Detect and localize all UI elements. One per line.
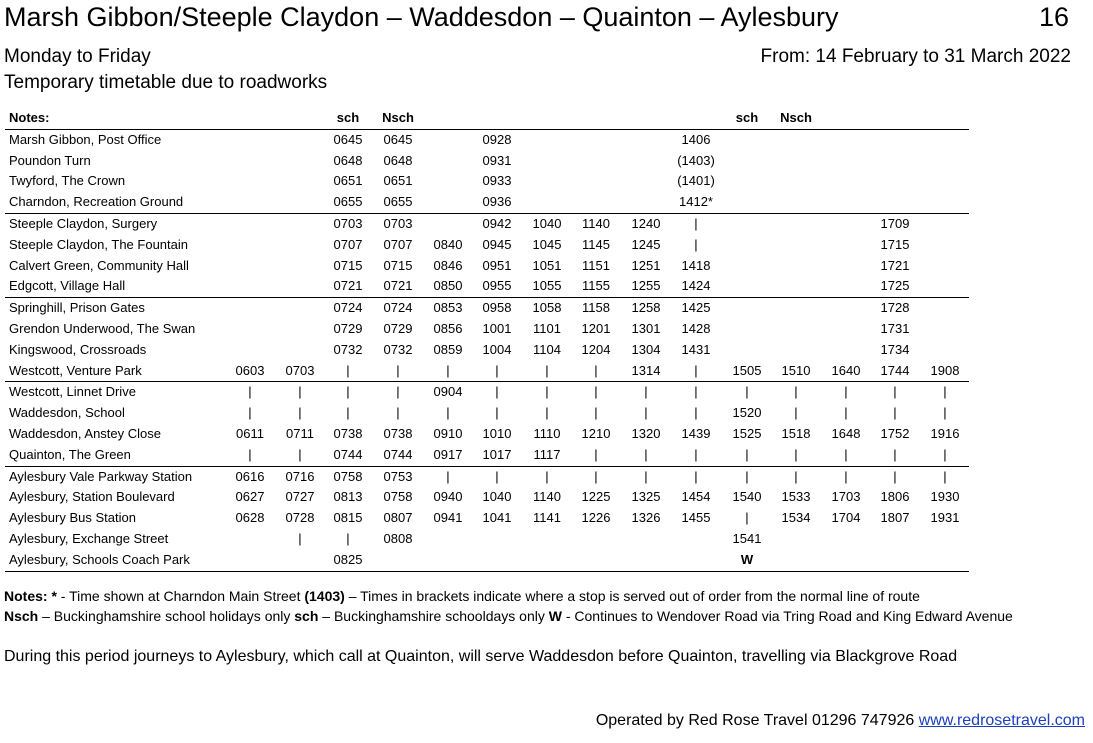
departure-time: | xyxy=(396,384,400,400)
departure-time: 1418 xyxy=(681,257,711,273)
column-note: Nsch xyxy=(382,110,414,125)
departure-time: | xyxy=(694,384,698,400)
stop-name: Aylesbury, Exchange Street xyxy=(9,530,169,546)
departure-time: 1916 xyxy=(930,425,960,441)
departure-time: 0931 xyxy=(482,152,512,168)
departure-time: 1240 xyxy=(631,215,661,231)
departure-time: | xyxy=(545,362,549,378)
departure-time: | xyxy=(594,384,598,400)
departure-time: 0707 xyxy=(333,236,363,252)
departure-time: 0738 xyxy=(383,425,413,441)
column-note: Nsch xyxy=(780,110,812,125)
departure-time: 0904 xyxy=(433,384,463,400)
departure-time: 0727 xyxy=(285,489,315,505)
departure-time: 1534 xyxy=(781,510,811,526)
departure-time: 0738 xyxy=(333,425,363,441)
stop-name: Aylesbury Vale Parkway Station xyxy=(9,468,193,484)
route-number: 16 xyxy=(1038,2,1069,32)
star-symbol: * xyxy=(51,588,57,604)
departure-time: 0951 xyxy=(482,257,512,273)
departure-time: | xyxy=(844,468,848,484)
departure-time: | xyxy=(594,362,598,378)
departure-time: | xyxy=(594,468,598,484)
departure-time: 1101 xyxy=(533,320,561,336)
departure-time: 1141 xyxy=(533,510,561,526)
departure-time: 0655 xyxy=(383,194,413,210)
stop-name: Charndon, Recreation Ground xyxy=(9,194,184,210)
departure-time: 1225 xyxy=(581,489,611,505)
departure-time: 1140 xyxy=(533,489,561,505)
stop-name: Aylesbury Bus Station xyxy=(9,510,136,526)
departure-time: | xyxy=(844,405,848,421)
departure-time: 1715 xyxy=(880,236,910,252)
stop-name: Springhill, Prison Gates xyxy=(9,300,145,316)
departure-time: 1424 xyxy=(681,278,711,294)
timetable-row xyxy=(5,361,969,382)
departure-time: 1731 xyxy=(880,320,910,336)
departure-time: 1010 xyxy=(482,425,512,441)
departure-time: 1752 xyxy=(880,425,910,441)
departure-time: 1255 xyxy=(631,278,661,294)
timetable-row xyxy=(5,130,969,151)
departure-time: 0807 xyxy=(383,510,413,526)
departure-time: 0611 xyxy=(236,425,264,441)
timetable xyxy=(5,108,969,572)
departure-time: 1406 xyxy=(681,131,711,147)
departure-time: 0721 xyxy=(333,278,363,294)
departure-time: 1251 xyxy=(631,257,661,273)
departure-time: | xyxy=(794,405,798,421)
departure-time: 1151 xyxy=(582,257,610,273)
w-symbol: W xyxy=(548,608,562,624)
departure-time: 1245 xyxy=(631,236,661,252)
stop-name: Westcott, Linnet Drive xyxy=(9,384,136,400)
departure-time: | xyxy=(248,446,252,462)
departure-time: | xyxy=(644,468,648,484)
stop-name: Grendon Underwood, The Swan xyxy=(9,320,196,336)
departure-time: 1431 xyxy=(681,341,711,357)
timetable-row xyxy=(5,508,969,529)
period-note: During this period journeys to Aylesbury, which call at Quainton, will serve Waddesdon before Quainton, travelling via Blackgrove Road xyxy=(4,648,958,665)
departure-time: | xyxy=(545,405,549,421)
sch-symbol: sch xyxy=(294,608,319,624)
departure-time: 0729 xyxy=(333,320,363,336)
departure-time: | xyxy=(943,446,947,462)
stop-name: Quainton, The Green xyxy=(9,446,131,462)
departure-time: | xyxy=(694,236,698,252)
departure-time: 0958 xyxy=(482,300,512,316)
stop-name: Waddesdon, Anstey Close xyxy=(9,425,161,441)
website-link[interactable]: www.redrosetravel.com xyxy=(918,712,1085,729)
departure-time: 1525 xyxy=(732,425,762,441)
stop-name: Steeple Claydon, The Fountain xyxy=(9,236,188,252)
departure-time: | xyxy=(794,446,798,462)
stop-name: Steeple Claydon, Surgery xyxy=(9,215,158,231)
departure-time: W xyxy=(740,551,754,567)
departure-time: | xyxy=(495,384,499,400)
departure-time: 1425 xyxy=(681,300,711,316)
operator-footer xyxy=(596,712,1085,730)
departure-time: 0808 xyxy=(383,530,413,546)
departure-time: | xyxy=(346,530,350,546)
departure-time: 1058 xyxy=(532,300,562,316)
timetable-row xyxy=(5,151,969,172)
departure-time: 1301 xyxy=(631,320,661,336)
departure-time: | xyxy=(844,446,848,462)
departure-time: 0716 xyxy=(285,468,315,484)
operator-text: Operated by Red Rose Travel 01296 747926 xyxy=(595,712,919,729)
departure-time: | xyxy=(446,468,450,484)
notes-line-2 xyxy=(4,608,1013,624)
departure-time: 1110 xyxy=(533,425,561,441)
departure-time: 1505 xyxy=(732,362,762,378)
departure-time: | xyxy=(298,405,302,421)
departure-time: 0627 xyxy=(235,489,265,505)
departure-time: 0942 xyxy=(482,215,512,231)
departure-time: 0703 xyxy=(333,215,363,231)
departure-time: 1704 xyxy=(831,510,861,526)
departure-time: | xyxy=(694,468,698,484)
stop-name: Marsh Gibbon, Post Office xyxy=(9,131,162,147)
departure-time: 1117 xyxy=(533,446,561,462)
departure-time: | xyxy=(893,384,897,400)
departure-time: 0703 xyxy=(285,362,315,378)
departure-time: 0753 xyxy=(383,468,413,484)
departure-time: 0707 xyxy=(383,236,413,252)
departure-time: 0655 xyxy=(333,194,363,210)
departure-time: | xyxy=(745,446,749,462)
departure-time: | xyxy=(545,468,549,484)
departure-time: | xyxy=(298,530,302,546)
departure-time: 1725 xyxy=(880,278,910,294)
departure-time: 0728 xyxy=(285,510,315,526)
departure-time: 1428 xyxy=(681,320,711,336)
departure-time: 1454 xyxy=(681,489,711,505)
departure-time: | xyxy=(396,405,400,421)
stop-name: Waddesdon, School xyxy=(9,405,125,421)
timetable-row xyxy=(5,466,969,488)
departure-time: 0825 xyxy=(333,551,363,567)
departure-time: | xyxy=(644,405,648,421)
departure-time: | xyxy=(745,384,749,400)
departure-time: (1401) xyxy=(677,173,715,189)
departure-time: 1412* xyxy=(679,194,713,210)
departure-time: 0955 xyxy=(482,278,512,294)
departure-time: 0715 xyxy=(333,257,363,273)
bracket-example: (1403) xyxy=(304,588,345,604)
departure-time: 1648 xyxy=(831,425,861,441)
departure-time: 0651 xyxy=(333,173,363,189)
timetable-row xyxy=(5,487,969,508)
notes-line-1 xyxy=(4,588,920,604)
departure-time: 1806 xyxy=(880,489,910,505)
departure-time: 0721 xyxy=(383,278,413,294)
departure-time: (1403) xyxy=(677,152,715,168)
departure-time: | xyxy=(893,446,897,462)
departure-time: | xyxy=(248,384,252,400)
timetable-row xyxy=(5,381,969,403)
departure-time: | xyxy=(396,362,400,378)
departure-time: | xyxy=(644,446,648,462)
route-title: Marsh Gibbon/Steeple Claydon – Waddesdon – Quainton – Aylesbury xyxy=(4,2,839,32)
timetable-row xyxy=(5,235,969,256)
departure-time: 1908 xyxy=(930,362,960,378)
departure-time: 1320 xyxy=(631,425,661,441)
departure-time: | xyxy=(248,405,252,421)
departure-time: | xyxy=(694,362,698,378)
departure-time: 0715 xyxy=(383,257,413,273)
departure-time: 1721 xyxy=(880,257,910,273)
departure-time: | xyxy=(844,384,848,400)
departure-time: 1210 xyxy=(581,425,611,441)
sch-note-text: – Buckinghamshire schooldays only xyxy=(318,608,549,624)
departure-time: | xyxy=(594,405,598,421)
departure-time: 1510 xyxy=(781,362,811,378)
departure-time: 0758 xyxy=(333,468,363,484)
departure-time: | xyxy=(298,384,302,400)
departure-time: 1258 xyxy=(631,300,661,316)
stop-name: Poundon Turn xyxy=(9,152,91,168)
bracket-note-text: – Times in brackets indicate where a stop is served out of order from the normal line of route xyxy=(344,588,920,604)
stop-name: Aylesbury, Schools Coach Park xyxy=(9,551,190,567)
departure-time: 1520 xyxy=(732,405,762,421)
departure-time: 1540 xyxy=(732,489,762,505)
departure-time: 1734 xyxy=(880,341,910,357)
date-range: From: 14 February to 31 March 2022 xyxy=(760,46,1071,67)
departure-time: 0840 xyxy=(433,236,463,252)
departure-time: | xyxy=(943,468,947,484)
departure-time: | xyxy=(694,405,698,421)
departure-time: 1533 xyxy=(781,489,811,505)
departure-time: | xyxy=(893,405,897,421)
departure-time: 1040 xyxy=(482,489,512,505)
w-note-text: - Continues to Wendover Road via Tring Road and King Edward Avenue xyxy=(561,608,1013,624)
departure-time: 1703 xyxy=(831,489,861,505)
departure-time: 0758 xyxy=(383,489,413,505)
notes-label: Notes: xyxy=(9,110,50,125)
departure-time: 1041 xyxy=(482,510,512,526)
departure-time: | xyxy=(943,384,947,400)
departure-time: 1709 xyxy=(880,215,910,231)
nsch-symbol: Nsch xyxy=(4,608,39,624)
departure-time: 0941 xyxy=(433,510,463,526)
star-note-text: - Time shown at Charndon Main Street xyxy=(56,588,305,604)
departure-time: 1055 xyxy=(532,278,562,294)
timetable-row xyxy=(5,213,969,235)
timetable-row xyxy=(5,340,969,361)
departure-time: 1326 xyxy=(631,510,661,526)
departure-time: | xyxy=(545,384,549,400)
timetable-row xyxy=(5,256,969,277)
column-note: sch xyxy=(336,110,360,125)
departure-time: 0724 xyxy=(383,300,413,316)
departure-time: 1204 xyxy=(581,341,611,357)
departure-time: | xyxy=(346,405,350,421)
departure-time: 1051 xyxy=(532,257,562,273)
departure-time: 1541 xyxy=(732,530,762,546)
days-of-operation: Monday to Friday xyxy=(4,46,151,67)
stop-name: Calvert Green, Community Hall xyxy=(9,257,189,273)
departure-time: | xyxy=(745,510,749,526)
departure-time: 0648 xyxy=(333,152,363,168)
departure-time: 0815 xyxy=(333,510,363,526)
departure-time: 0936 xyxy=(482,194,512,210)
departure-time: 1155 xyxy=(582,278,610,294)
departure-time: 0846 xyxy=(433,257,463,273)
stop-name: Aylesbury, Station Boulevard xyxy=(9,489,175,505)
departure-time: 0859 xyxy=(433,341,463,357)
departure-time: 0910 xyxy=(433,425,463,441)
departure-time: | xyxy=(943,405,947,421)
timetable-row xyxy=(5,192,969,213)
departure-time: 1104 xyxy=(533,341,561,357)
timetable-row xyxy=(5,319,969,340)
departure-time: 0853 xyxy=(433,300,463,316)
departure-time: 1040 xyxy=(532,215,562,231)
departure-time: 1640 xyxy=(831,362,861,378)
departure-time: 0711 xyxy=(286,425,314,441)
departure-time: 0732 xyxy=(383,341,413,357)
timetable-row xyxy=(5,445,969,466)
departure-time: | xyxy=(794,384,798,400)
departure-time: | xyxy=(644,384,648,400)
departure-time: | xyxy=(446,405,450,421)
departure-time: 0928 xyxy=(482,131,512,147)
departure-time: 1226 xyxy=(581,510,611,526)
departure-time: 1325 xyxy=(631,489,661,505)
departure-time: 0645 xyxy=(383,131,413,147)
timetable-row xyxy=(5,529,969,550)
departure-time: 0651 xyxy=(383,173,413,189)
departure-time: 0603 xyxy=(235,362,265,378)
departure-time: 0813 xyxy=(333,489,363,505)
timetable-row xyxy=(5,276,969,297)
departure-time: 0703 xyxy=(383,215,413,231)
departure-time: | xyxy=(446,362,450,378)
departure-time: 1439 xyxy=(681,425,711,441)
departure-time: 1314 xyxy=(631,362,661,378)
departure-time: 1201 xyxy=(581,320,611,336)
departure-time: 1017 xyxy=(482,446,512,462)
departure-time: 1145 xyxy=(582,236,610,252)
stop-name: Westcott, Venture Park xyxy=(9,362,142,378)
departure-time: 1930 xyxy=(930,489,960,505)
departure-time: | xyxy=(794,468,798,484)
stop-name: Kingswood, Crossroads xyxy=(9,341,147,357)
departure-time: | xyxy=(346,384,350,400)
departure-time: 0648 xyxy=(383,152,413,168)
departure-time: | xyxy=(594,446,598,462)
temporary-note: Temporary timetable due to roadworks xyxy=(4,72,328,93)
departure-time: 1045 xyxy=(532,236,562,252)
timetable-header-row xyxy=(5,108,969,130)
departure-time: | xyxy=(694,215,698,231)
timetable-row xyxy=(5,403,969,424)
departure-time: 1304 xyxy=(631,341,661,357)
departure-time: 1001 xyxy=(482,320,512,336)
departure-time: | xyxy=(298,446,302,462)
departure-time: 0744 xyxy=(333,446,363,462)
departure-time: 1744 xyxy=(880,362,910,378)
departure-time: 1807 xyxy=(880,510,910,526)
departure-time: | xyxy=(495,362,499,378)
departure-time: 1455 xyxy=(681,510,711,526)
timetable-row xyxy=(5,424,969,445)
departure-time: 1158 xyxy=(582,300,610,316)
notes-label-bold: Notes: xyxy=(4,588,48,604)
departure-time: 1728 xyxy=(880,300,910,316)
departure-time: | xyxy=(893,468,897,484)
departure-time: 1931 xyxy=(930,510,960,526)
departure-time: 0850 xyxy=(433,278,463,294)
timetable-row xyxy=(5,171,969,192)
timetable-row xyxy=(5,297,969,319)
departure-time: 0724 xyxy=(333,300,363,316)
departure-time: 0940 xyxy=(433,489,463,505)
departure-time: 1140 xyxy=(582,215,610,231)
departure-time: 1518 xyxy=(781,425,811,441)
departure-time: 0917 xyxy=(433,446,463,462)
departure-time: | xyxy=(495,468,499,484)
departure-time: | xyxy=(745,468,749,484)
departure-time: 0628 xyxy=(235,510,265,526)
departure-time: 0732 xyxy=(333,341,363,357)
departure-time: 0729 xyxy=(383,320,413,336)
nsch-note-text: – Buckinghamshire school holidays only xyxy=(38,608,295,624)
departure-time: 0856 xyxy=(433,320,463,336)
departure-time: | xyxy=(346,362,350,378)
departure-time: 1004 xyxy=(482,341,512,357)
departure-time: 0616 xyxy=(235,468,265,484)
departure-time: | xyxy=(694,446,698,462)
departure-time: 0933 xyxy=(482,173,512,189)
timetable-row xyxy=(5,550,969,572)
departure-time: 0645 xyxy=(333,131,363,147)
stop-name: Edgcott, Village Hall xyxy=(9,278,126,294)
stop-name: Twyford, The Crown xyxy=(9,173,126,189)
departure-time: | xyxy=(495,405,499,421)
departure-time: 0945 xyxy=(482,236,512,252)
departure-time: 0744 xyxy=(383,446,413,462)
column-note: sch xyxy=(735,110,759,125)
